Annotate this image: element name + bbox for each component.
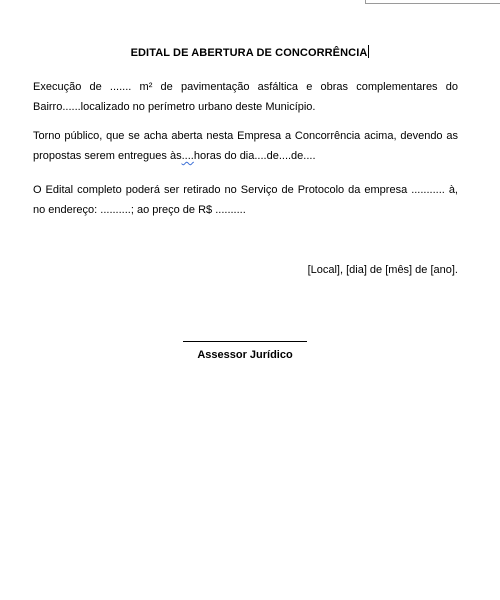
paragraph-announcement-end: horas do dia....de....de....: [193, 150, 316, 162]
paragraph-execution: Execução de ....... m² de pavimentação asfáltica e obras complementares do Bairro......localizado no perímetro urbano deste Município.: [33, 81, 458, 113]
place-date-line: [Local], [dia] de [mês] de [ano].: [307, 264, 458, 276]
document-title-text: EDITAL DE ABERTURA DE CONCORRÊNCIA: [130, 47, 368, 59]
page-corner-border: [365, 0, 500, 4]
text-cursor: [368, 45, 369, 58]
signature-line: [183, 341, 307, 342]
signature-label: Assessor Jurídico: [197, 349, 293, 361]
document-title: [0, 45, 500, 59]
paragraph-edital-info: O Edital completo poderá ser retirado no Serviço de Protocolo da empresa ........... à, no endereço: ..........; ao preço de R$ ..........: [33, 184, 458, 216]
paragraph-announcement-start: Torno público, que se acha aberta nesta Empresa a Concorrência acima, devendo as propostas serem entregues às: [33, 130, 458, 162]
paragraph-announcement: [33, 126, 458, 166]
spellcheck-marked-text: ....: [181, 150, 194, 162]
